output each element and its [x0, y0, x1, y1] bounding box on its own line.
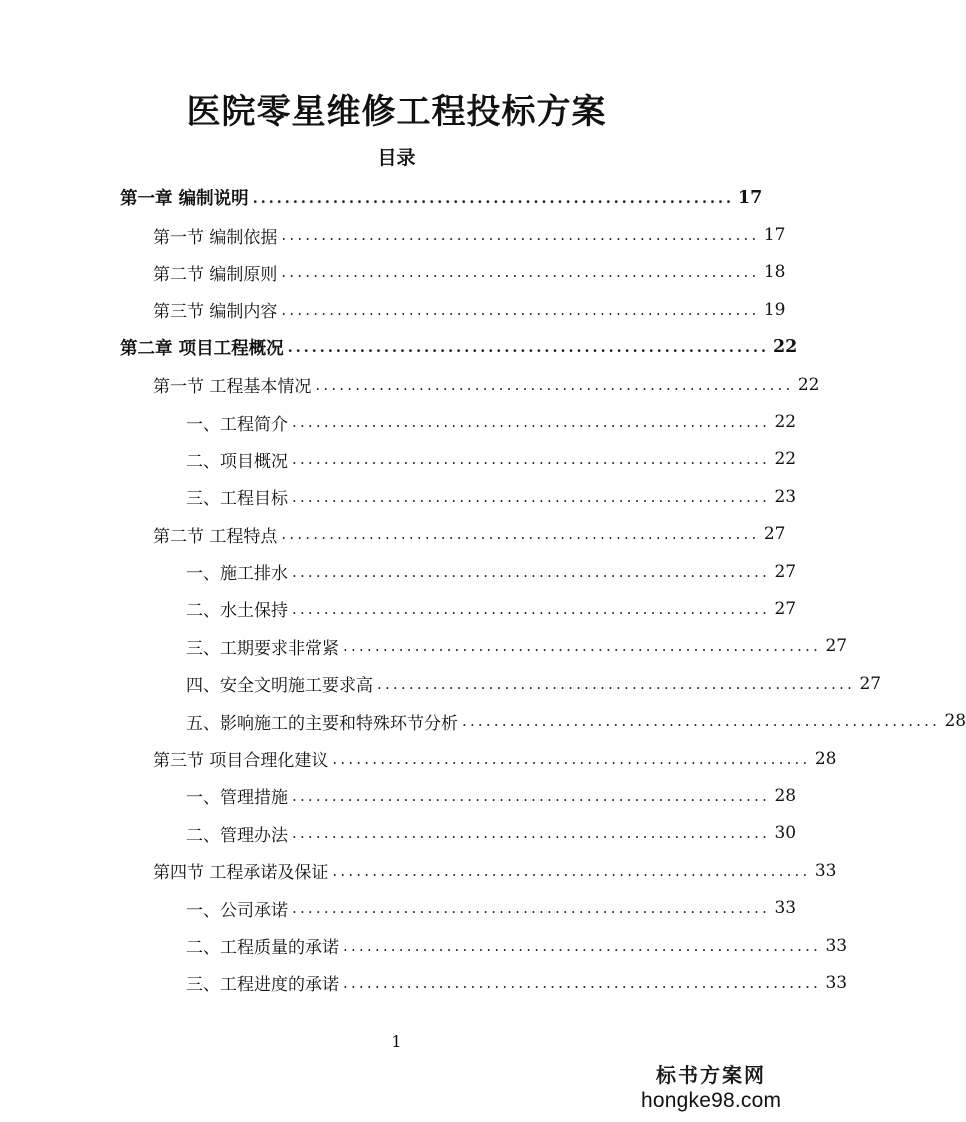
toc-entry-page: 22: [770, 412, 796, 432]
toc-entry[interactable]: [0, 964, 848, 1001]
toc-dot-leader: ............................................................: [332, 861, 811, 880]
toc-dot-leader: ............................................................: [292, 562, 771, 581]
toc-dot-leader: ............................................................: [292, 487, 771, 506]
toc-entry[interactable]: [0, 366, 820, 403]
toc-entry-title: 一、公司承诺: [186, 896, 292, 921]
toc-entry-page: 27: [770, 599, 796, 619]
toc-dot-leader: ............................................................: [462, 712, 941, 731]
toc-entry-page: 22: [769, 337, 797, 357]
toc-entry-title: 二、项目概况: [186, 447, 292, 472]
toc-entry-title: 二、工程质量的承诺: [186, 933, 343, 958]
toc-entry[interactable]: [0, 628, 848, 665]
toc-entry-page: 17: [734, 188, 762, 208]
watermark-name: 标书方案网: [656, 1063, 766, 1087]
toc-entry[interactable]: [0, 403, 797, 440]
toc-entry-page: 27: [760, 524, 786, 544]
toc-entry[interactable]: [0, 179, 793, 216]
toc-dot-leader: ............................................................: [292, 824, 771, 843]
toc-entry[interactable]: [0, 216, 793, 253]
toc-entry-title: 第三节 编制内容: [153, 297, 281, 322]
toc-entry[interactable]: [0, 329, 798, 366]
toc-entry-page: 27: [821, 636, 847, 656]
toc-entry-page: 28: [940, 711, 966, 731]
toc-entry-title: 第二节 编制原则: [153, 260, 281, 285]
watermark-url: hongke98.com: [641, 1089, 782, 1112]
toc-dot-leader: ............................................................: [292, 599, 771, 618]
toc-dot-leader: ............................................................: [343, 936, 822, 955]
toc-dot-leader: ............................................................: [292, 899, 771, 918]
toc-entry-title: 三、工程目标: [186, 484, 292, 509]
toc-entry[interactable]: [0, 478, 797, 515]
toc-dot-leader: ............................................................: [281, 525, 760, 544]
toc-entry[interactable]: [0, 702, 966, 739]
toc-entry[interactable]: [0, 815, 797, 852]
toc-entry-title: 三、工期要求非常紧: [186, 634, 343, 659]
toc-entry-title: 第二章 项目工程概况: [120, 335, 288, 360]
toc-entry-title: 一、施工排水: [186, 559, 292, 584]
toc-entry-title: 五、影响施工的主要和特殊环节分析: [186, 709, 462, 734]
toc-entry-page: 33: [770, 898, 796, 918]
toc-entry[interactable]: [0, 553, 797, 590]
toc-entry-page: 22: [794, 375, 820, 395]
toc-entry-page: 22: [770, 449, 796, 469]
toc-entry-title: 三、工程进度的承诺: [186, 970, 343, 995]
toc-entry[interactable]: [0, 590, 797, 627]
toc-entry-title: 一、工程简介: [186, 410, 292, 435]
toc-dot-leader: ............................................................: [281, 263, 760, 282]
document-title: 医院零星维修工程投标方案: [186, 92, 607, 132]
toc-entry-page: 18: [760, 262, 786, 282]
table-of-contents: [0, 179, 966, 1002]
toc-entry-title: 四、安全文明施工要求高: [186, 671, 377, 696]
toc-entry[interactable]: [0, 852, 837, 889]
toc-entry-page: 19: [760, 300, 786, 320]
toc-dot-leader: ............................................................: [252, 188, 734, 207]
toc-dot-leader: ............................................................: [343, 637, 822, 656]
toc-entry-page: 27: [855, 674, 881, 694]
toc-dot-leader: ............................................................: [332, 749, 811, 768]
toc-dot-leader: ............................................................: [343, 973, 822, 992]
toc-entry[interactable]: [0, 254, 793, 291]
toc-entry-title: 第四节 工程承诺及保证: [153, 858, 332, 883]
toc-entry-title: 第一章 编制说明: [120, 185, 253, 210]
toc-entry-page: 33: [811, 861, 837, 881]
toc-entry[interactable]: [0, 777, 797, 814]
toc-entry[interactable]: [0, 291, 793, 328]
toc-dot-leader: ............................................................: [287, 338, 769, 357]
toc-dot-leader: ............................................................: [292, 450, 771, 469]
toc-entry-title: 第二节 工程特点: [153, 522, 281, 547]
toc-entry[interactable]: [0, 441, 797, 478]
toc-dot-leader: ............................................................: [377, 674, 856, 693]
toc-entry-title: 二、管理办法: [186, 821, 292, 846]
toc-entry-page: 33: [821, 973, 847, 993]
toc-entry-page: 33: [821, 936, 847, 956]
toc-dot-leader: ............................................................: [315, 375, 794, 394]
toc-entry[interactable]: [0, 665, 882, 702]
toc-entry-title: 第一节 编制依据: [153, 223, 281, 248]
toc-entry[interactable]: [0, 740, 837, 777]
site-watermark: [641, 1062, 781, 1114]
toc-entry[interactable]: [0, 889, 797, 926]
toc-dot-leader: ............................................................: [281, 226, 760, 245]
toc-dot-leader: ............................................................: [292, 786, 771, 805]
toc-entry-title: 一、管理措施: [186, 783, 292, 808]
toc-entry-page: 23: [770, 487, 796, 507]
toc-heading: 目录: [377, 147, 416, 169]
toc-entry[interactable]: [0, 516, 793, 553]
toc-dot-leader: ............................................................: [281, 300, 760, 319]
toc-dot-leader: ............................................................: [292, 413, 771, 432]
toc-entry-page: 27: [770, 562, 796, 582]
toc-entry-title: 第一节 工程基本情况: [153, 372, 315, 397]
toc-entry[interactable]: [0, 927, 848, 964]
toc-entry-title: 二、水土保持: [186, 596, 292, 621]
toc-entry-page: 28: [811, 749, 837, 769]
toc-entry-title: 第三节 项目合理化建议: [153, 746, 332, 771]
toc-entry-page: 28: [770, 786, 796, 806]
page-number: 1: [391, 1032, 402, 1051]
toc-entry-page: 30: [770, 823, 796, 843]
toc-entry-page: 17: [760, 225, 786, 245]
